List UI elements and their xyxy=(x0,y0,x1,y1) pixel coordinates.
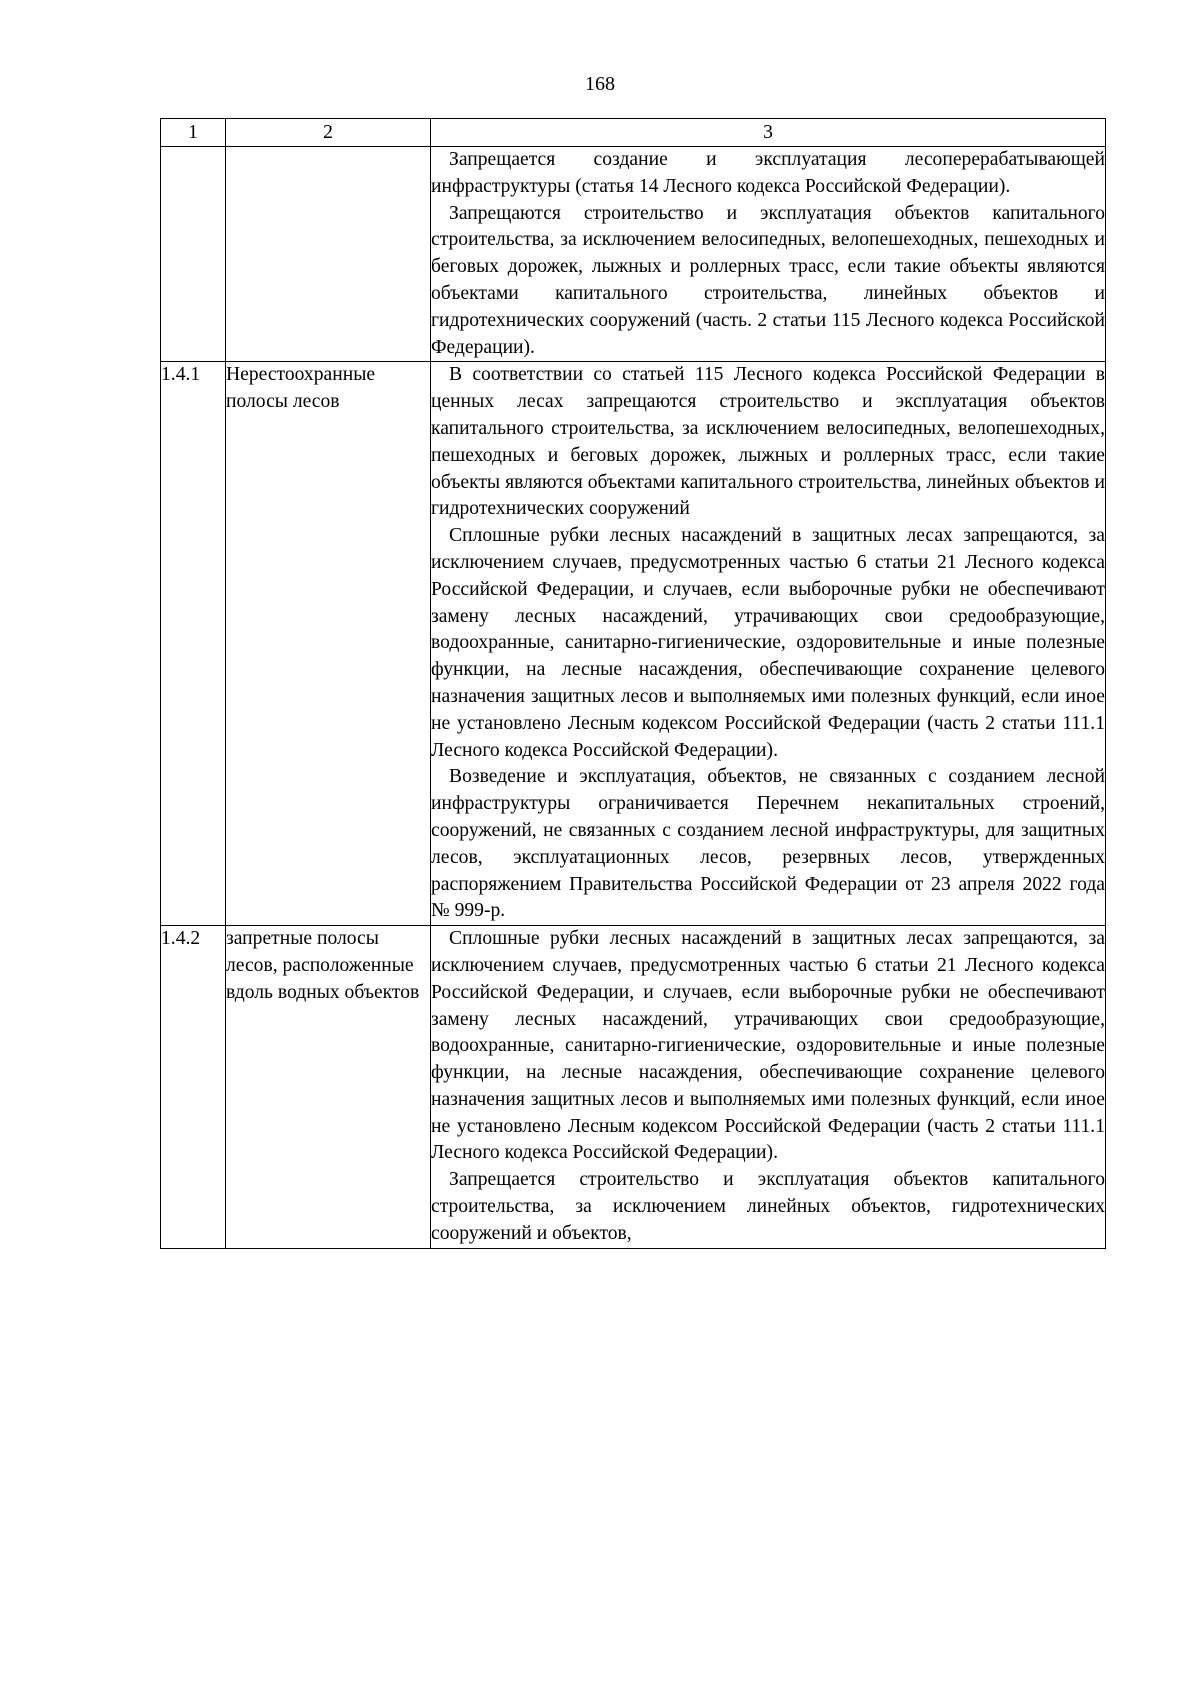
row-text xyxy=(431,362,1106,926)
column-header-2: 2 xyxy=(226,119,431,147)
paragraph: Сплошные рубки лесных насаждений в защитных лесах запрещаются, за исключением случаев, предусмотренных частью 6 статьи 21 Лесного кодекса Российской Федерации, и случаев, если выборочные рубки не обеспечивают замену лесных насаждений, утрачивающих свои средообразующие, водоохранные, санитарно-гигиенические, оздоровительные и иные полезные функции, на лесные насаждения, обеспечивающие сохранение целевого назначения защитных лесов и выполняемых ими полезных функций, если иное не установлено Лесным кодексом Российской Федерации (часть 2 статьи 111.1 Лесного кодекса Российской Федерации). xyxy=(431,928,1105,1164)
row-name: Нерестоохранные полосы лесов xyxy=(226,362,431,926)
column-header-1: 1 xyxy=(161,119,226,147)
paragraph: Сплошные рубки лесных насаждений в защитных лесах запрещаются, за исключением случаев, предусмотренных частью 6 статьи 21 Лесного кодекса Российской Федерации, и случаев, если выборочные рубки не обеспечивают замену лесных насаждений, утрачивающих свои средообразующие, водоохранные, санитарно-гигиенические, оздоровительные и иные полезные функции, на лесные насаждения, обеспечивающие сохранение целевого назначения защитных лесов и выполняемых ими полезных функций, если иное не установлено Лесным кодексом Российской Федерации (часть 2 статьи 111.1 Лесного кодекса Российской Федерации). xyxy=(431,525,1105,761)
paragraph: Запрещается строительство и эксплуатация объектов капитального строительства, за исключением линейных объектов, гидротехнических сооружений и объектов, xyxy=(431,1169,1105,1244)
row-text xyxy=(431,926,1106,1249)
row-number xyxy=(161,147,226,362)
table-header-row xyxy=(161,119,1106,147)
column-header-3: 3 xyxy=(431,119,1106,147)
page-number: 168 xyxy=(585,73,615,95)
row-name xyxy=(226,147,431,362)
row-number: 1.4.2 xyxy=(161,926,226,1249)
table-row xyxy=(161,926,1106,1249)
document-table xyxy=(160,118,1106,1249)
paragraph: В соответствии со статьей 115 Лесного кодекса Российской Федерации в ценных лесах запрещаются строительство и эксплуатация объектов капитального строительства, за исключением велосипедных, велопешеходных, пешеходных и беговых дорожек, лыжных и роллерных трасс, если такие объекты являются объектами капитального строительства, линейных объектов и гидротехнических сооружений xyxy=(431,364,1105,520)
table-row xyxy=(161,362,1106,926)
paragraph: Возведение и эксплуатация, объектов, не связанных с созданием лесной инфраструктуры ограничивается Перечнем некапитальных строений, сооружений, не связанных с созданием лесной инфраструктуры, для защитных лесов, эксплуатационных лесов, резервных лесов, утвержденных распоряжением Правительства Российской Федерации от 23 апреля 2022 года № 999-р. xyxy=(431,766,1105,922)
paragraph: Запрещаются строительство и эксплуатация объектов капитального строительства, за исключением велосипедных, велопешеходных, пешеходных и беговых дорожек, лыжных и роллерных трасс, если такие объекты являются объектами капитального строительства, линейных объектов и гидротехнических сооружений (часть. 2 статьи 115 Лесного кодекса Российской Федерации). xyxy=(431,202,1105,358)
table-row xyxy=(161,147,1106,362)
row-text xyxy=(431,147,1106,362)
paragraph: Запрещается создание и эксплуатация лесоперерабатывающей инфраструктуры (статья 14 Лесного кодекса Российской Федерации). xyxy=(431,149,1105,197)
row-name: запретные полосы лесов, расположенные вдоль водных объектов xyxy=(226,926,431,1249)
row-number: 1.4.1 xyxy=(161,362,226,926)
